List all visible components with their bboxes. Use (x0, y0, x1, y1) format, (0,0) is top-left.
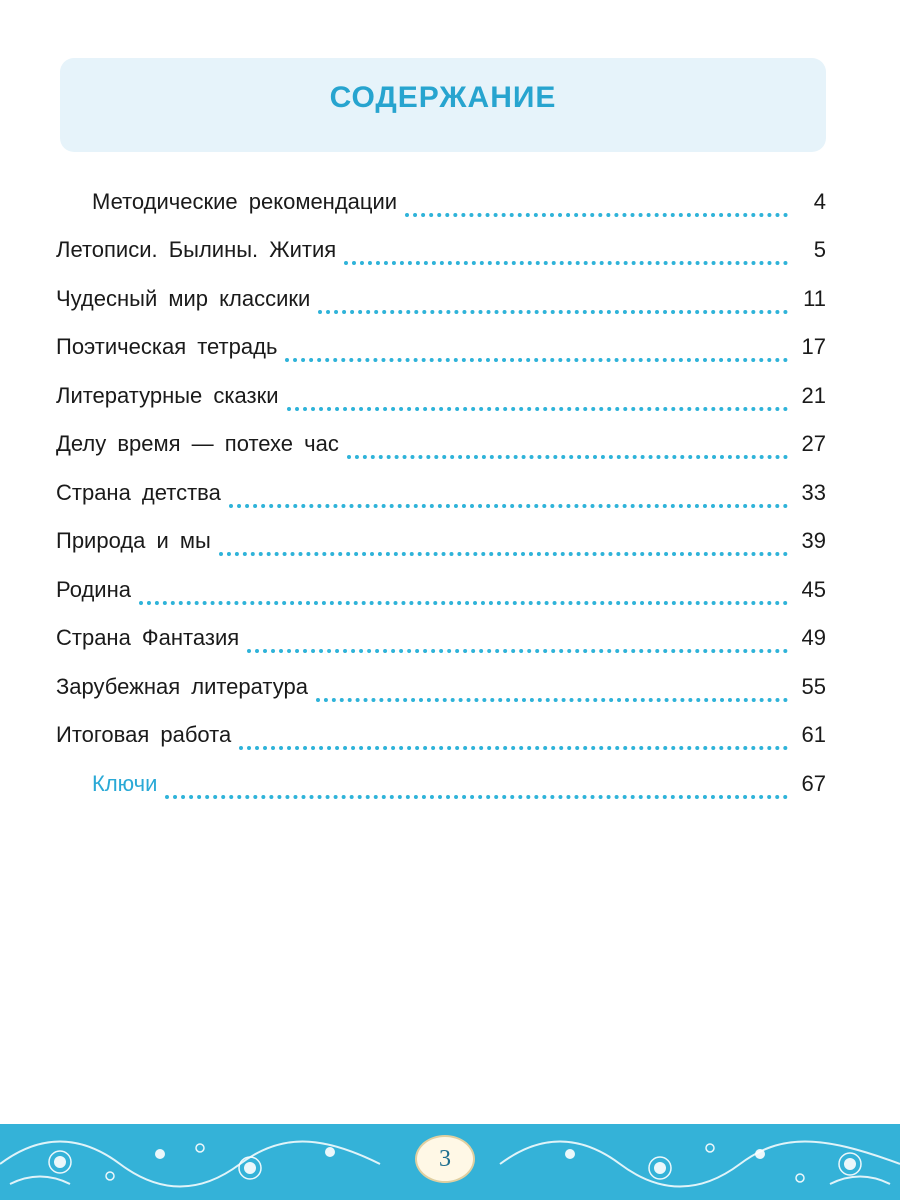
toc-entry-page: 39 (801, 528, 826, 553)
toc-entry-title: Страна Фантазия (56, 625, 240, 650)
toc-entry-page: 61 (801, 722, 826, 747)
toc-entry-page: 55 (801, 673, 826, 699)
toc-entry-title: Ключи (92, 770, 158, 796)
dotted-leader (229, 504, 788, 508)
toc-entry (56, 665, 826, 714)
toc-entry (56, 714, 826, 763)
dotted-leader (344, 261, 788, 265)
toc-entry-title: Литературные сказки (56, 382, 279, 408)
toc-entry-page: 49 (801, 625, 826, 650)
dotted-leader (139, 601, 788, 605)
page-title: СОДЕРЖАНИЕ (329, 81, 557, 114)
toc-entry-title: Природа и мы (56, 528, 211, 553)
toc-entry-title: Летописи. Былины. Жития (56, 237, 337, 262)
toc-entry-title: Итоговая работа (56, 722, 232, 747)
toc-entry-page: 17 (801, 334, 826, 359)
toc-entry (56, 423, 826, 472)
toc-entry (56, 568, 826, 617)
dotted-leader (285, 358, 788, 362)
toc-entry (56, 520, 826, 569)
dotted-leader (347, 455, 788, 459)
dotted-leader (239, 746, 788, 750)
toc-entry (56, 471, 826, 520)
toc-entry (56, 326, 826, 375)
toc-entry-title: Чудесный мир классики (56, 285, 311, 311)
toc-entry-page: 21 (801, 382, 826, 408)
toc-entry-page: 27 (801, 431, 826, 456)
dotted-leader (316, 698, 788, 702)
table-of-contents (56, 180, 826, 811)
toc-entry (56, 180, 826, 229)
toc-entry-page: 4 (813, 188, 826, 214)
toc-entry-title: Зарубежная литература (56, 673, 308, 699)
toc-entry-title: Делу время — потехе час (56, 431, 339, 456)
toc-entry (56, 617, 826, 666)
toc-entry (56, 229, 826, 278)
dotted-leader (318, 310, 788, 314)
toc-entry (56, 762, 826, 811)
title-band (60, 58, 826, 152)
toc-entry-title: Страна детства (56, 479, 221, 505)
toc-entry (56, 374, 826, 423)
dotted-leader (287, 407, 789, 411)
toc-entry-page: 11 (803, 285, 826, 311)
page-number: 3 (415, 1135, 475, 1183)
toc-entry-page: 5 (813, 237, 826, 262)
dotted-leader (219, 552, 788, 556)
toc-entry (56, 277, 826, 326)
dotted-leader (247, 649, 788, 653)
toc-entry-page: 33 (801, 479, 826, 505)
dotted-leader (405, 213, 788, 217)
toc-entry-page: 45 (801, 576, 826, 602)
toc-entry-title: Поэтическая тетрадь (56, 334, 278, 359)
toc-entry-page: 67 (801, 770, 826, 796)
toc-entry-title: Родина (56, 576, 131, 602)
toc-entry-title: Методические рекомендации (92, 188, 398, 214)
dotted-leader (165, 795, 788, 799)
